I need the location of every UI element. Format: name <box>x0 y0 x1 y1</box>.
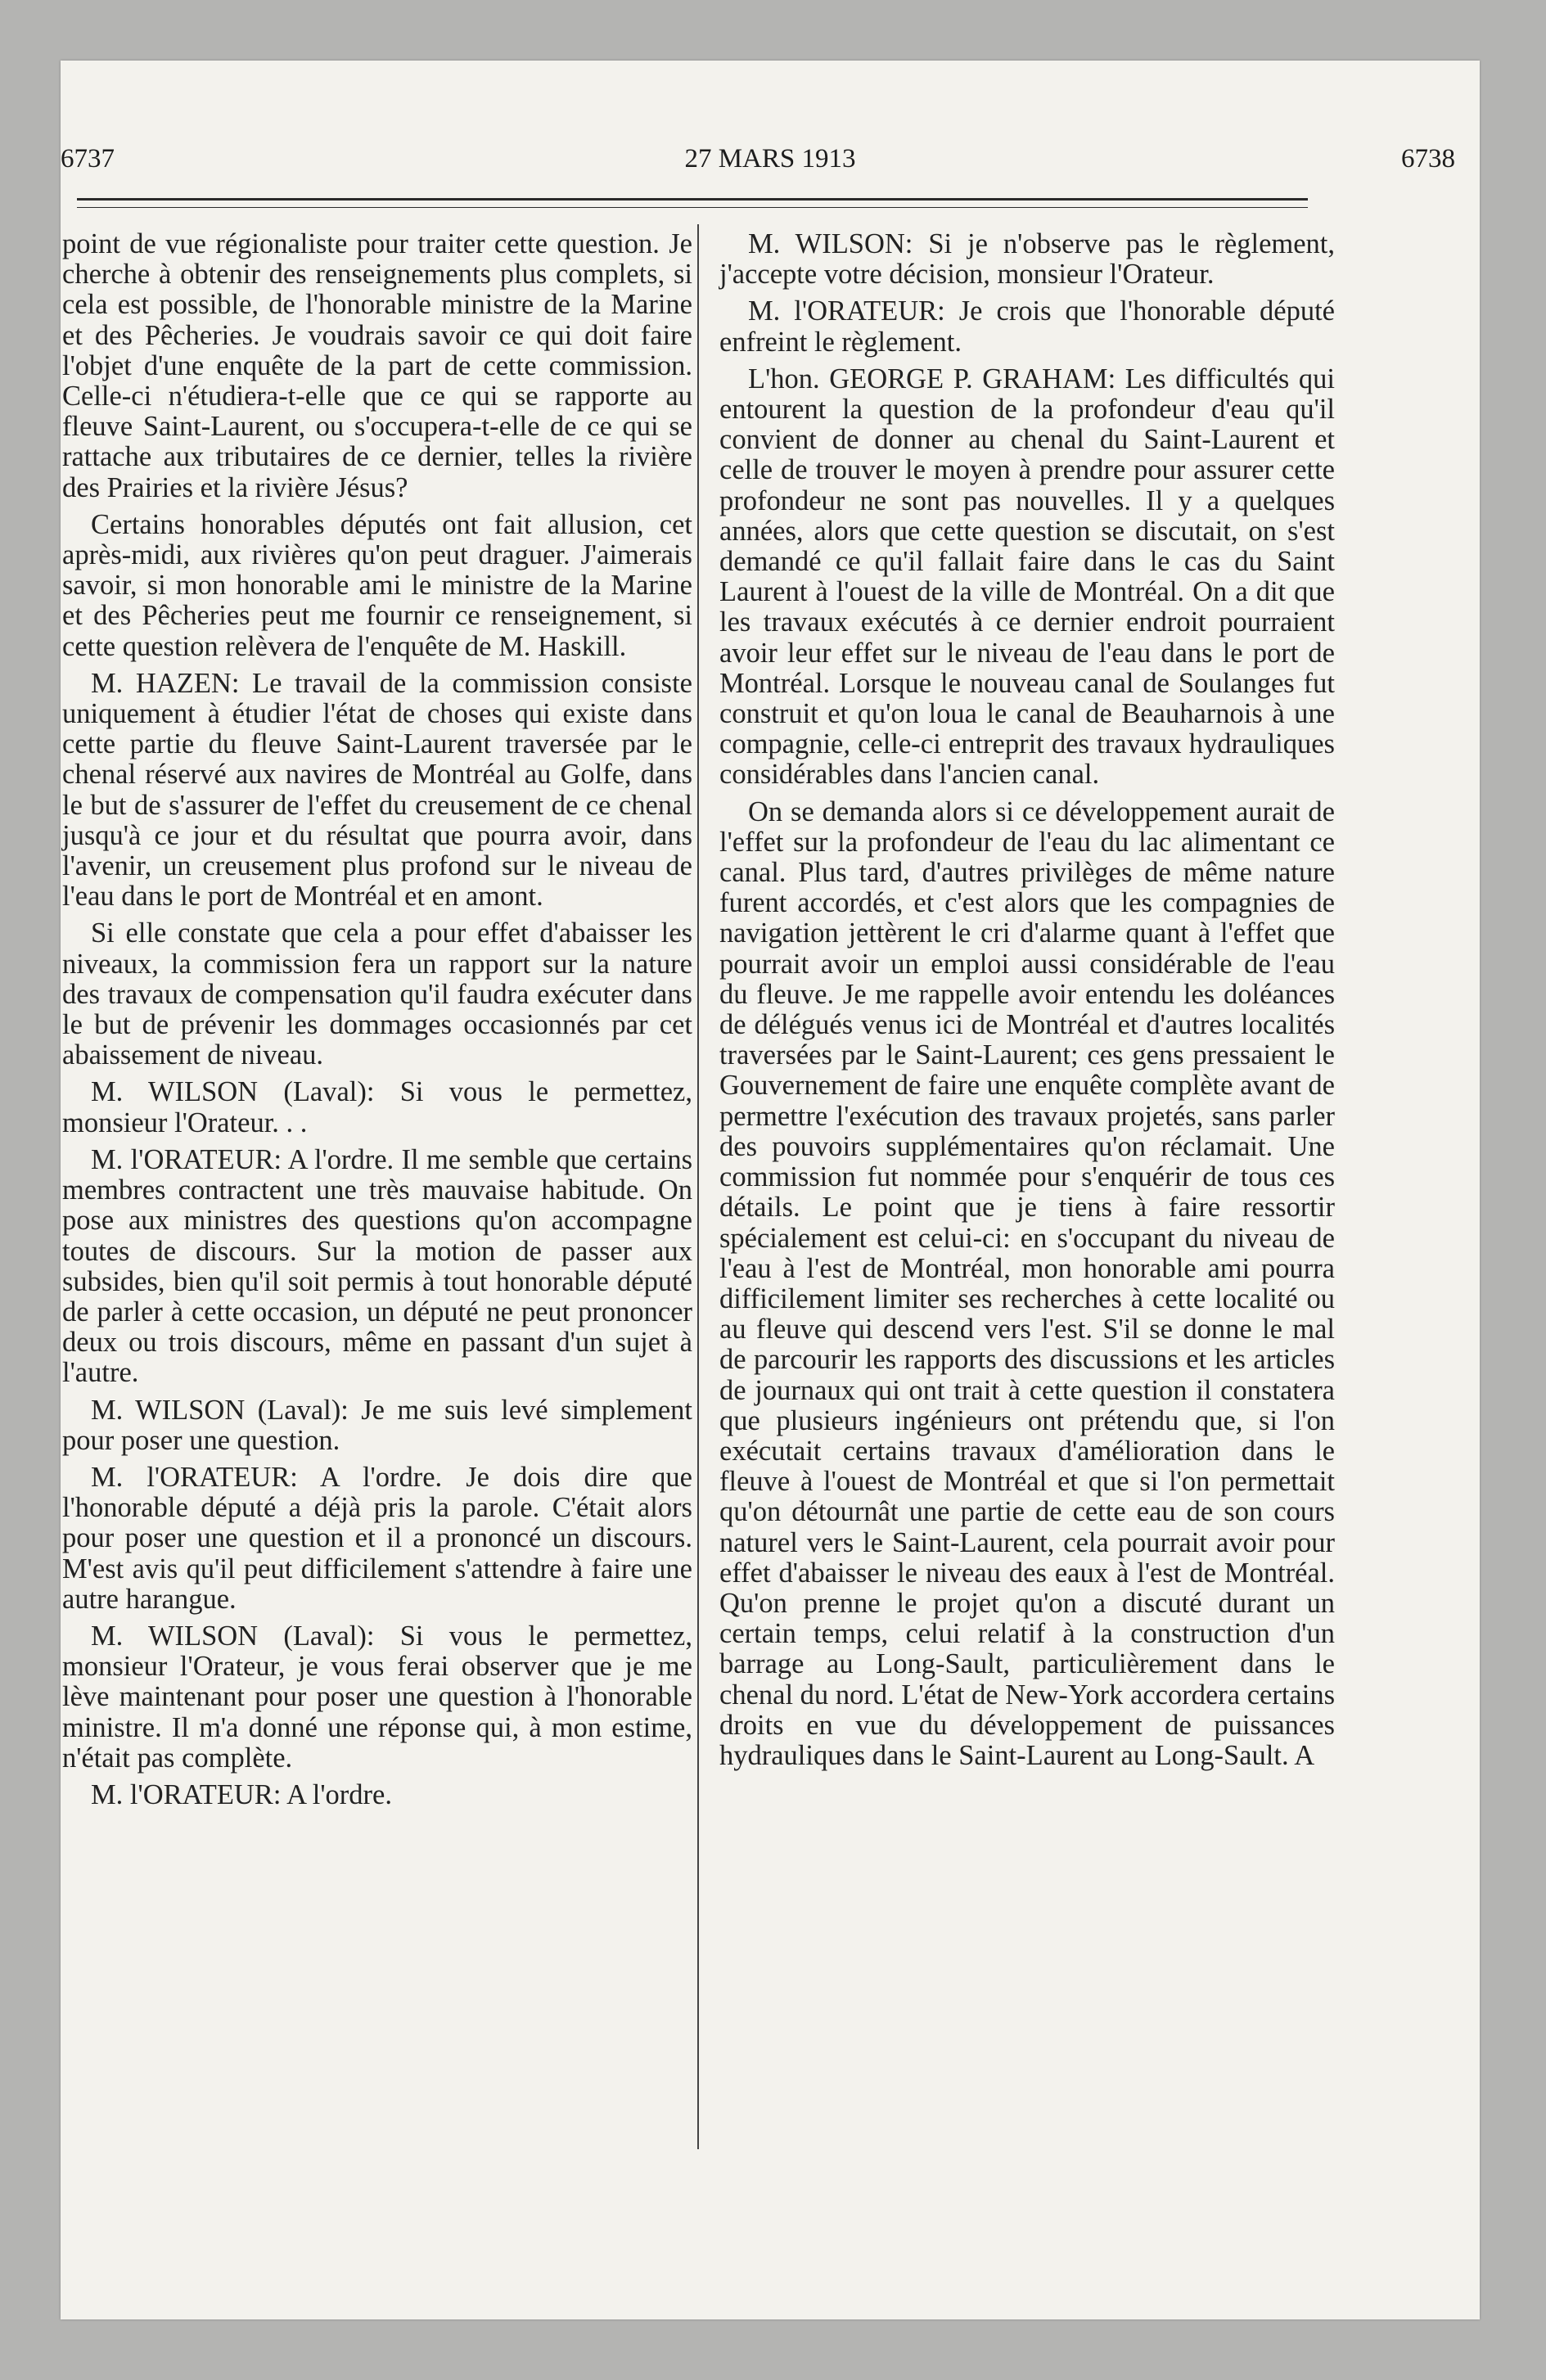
page-number-right: 6738 <box>1401 144 1455 174</box>
page-number-left: 6737 <box>61 144 115 174</box>
left-column <box>62 229 692 1817</box>
paragraph: Si elle constate que cela a pour effet d'abaisser les niveaux, la commission fera un rapport sur la nature des travaux de compensation qu'il faudra exécuter dans le but de prévenir les dommages occasionnés par cet abaissement de niveau. <box>62 917 692 1071</box>
paragraph: point de vue régionaliste pour traiter cette question. Je cherche à obtenir des renseignements plus complets, si cela est possible, de l'honorable ministre de la Marine et des Pêcheries. Je voudrais savoir ce qui doit faire l'objet d'une enquête de la part de cette commission. Celle-ci n'étudiera-t-elle que ce qui se rapporte au fleuve Saint-Laurent, ou s'occupera-t-elle de ce qui se rattache aux tributaires de ce dernier, telles la rivière des Prairies et la rivière Jésus? <box>62 228 692 503</box>
paragraph: M. WILSON (Laval): Si vous le permettez, monsieur l'Orateur. . . <box>62 1076 692 1138</box>
page-header <box>61 142 1480 183</box>
paragraph: M. l'ORATEUR: Je crois que l'honorable député enfreint le règlement. <box>719 295 1335 358</box>
paragraph: M. l'ORATEUR: A l'ordre. <box>91 1778 392 1810</box>
page-date: 27 MARS 1913 <box>684 144 856 174</box>
paragraph: Certains honorables députés ont fait allusion, cet après-midi, aux rivières qu'on peut draguer. J'aimerais savoir, si mon honorable ami le ministre de la Marine et des Pêcheries peut me fournir ce renseignement, si cette question relèvera de l'enquête de M. Haskill. <box>62 508 692 662</box>
header-rule-thin <box>77 207 1308 208</box>
paragraph: M. HAZEN: Le travail de la commission consiste uniquement à étudier l'état de choses qui existe dans cette partie du fleuve Saint-Laurent traversée par le chenal réservé aux navires de Montréal au Golfe, dans le but de s'assurer de l'effet du creusement de ce chenal jusqu'à ce jour et du résultat que pourra avoir, dans l'avenir, un creusement plus profond sur le niveau de l'eau dans le port de Montréal et en amont. <box>62 667 692 913</box>
column-divider <box>697 224 699 2149</box>
paragraph: M. l'ORATEUR: A l'ordre. Je dois dire que l'honorable député a déjà pris la parole. C'était alors pour poser une question et il a prononcé un discours. M'est avis qu'il peut difficilement s'attendre à faire une autre harangue. <box>62 1461 692 1615</box>
header-rule-thick <box>77 198 1308 201</box>
paragraph: M. WILSON (Laval): Je me suis levé simplement pour poser une question. <box>62 1394 692 1456</box>
paragraph: M. l'ORATEUR: A l'ordre. Il me semble que certains membres contractent une très mauvaise habitude. On pose aux ministres des questions qu'on accompagne toutes de discours. Sur la motion de passer aux subsides, bien qu'il soit permis à tout honorable député de parler à cette occasion, un député ne peut prononcer deux ou trois discours, même en passant d'un sujet à l'autre. <box>62 1143 692 1389</box>
document-page <box>61 61 1480 2319</box>
paragraph: M. WILSON: Si je n'observe pas le règlement, j'accepte votre décision, monsieur l'Orateur. <box>719 228 1335 291</box>
paragraph: L'hon. GEORGE P. GRAHAM: Les difficultés qui entourent la question de la profondeur d'eau qu'il convient de donner au chenal du Saint-Laurent et celle de trouver le moyen à prendre pour assurer cette profondeur ne sont pas nouvelles. Il y a quelques années, alors que cette question se discutait, on s'est demandé ce qu'il fallait faire dans le cas du Saint Laurent à l'ouest de la ville de Montréal. On a dit que les travaux exécutés à ce dernier endroit pourraient avoir leur effet sur le niveau de l'eau dans le port de Montréal. Lorsque le nouveau canal de Soulanges fut construit et qu'on loua le canal de Beauharnois à une compagnie, celle-ci entreprit des travaux hydrauliques considérables dans l'ancien canal. <box>719 363 1335 791</box>
right-column <box>719 229 1335 1778</box>
paragraph: M. WILSON (Laval): Si vous le permettez, monsieur l'Orateur, je vous ferai observer que je me lève maintenant pour poser une question à l'honorable ministre. Il m'a donné une réponse qui, à mon estime, n'était pas complète. <box>62 1620 692 1774</box>
paragraph: On se demanda alors si ce développement aurait de l'effet sur la profondeur de l'eau du lac alimentant ce canal. Plus tard, d'autres privilèges de même nature furent accordés, et c'est alors que les compagnies de navigation jettèrent le cri d'alarme quant à l'effet que pourrait avoir un emploi aussi considérable de l'eau du fleuve. Je me rappelle avoir entendu les doléances de délégués venus ici de Montréal et d'autres localités traversées par le Saint-Laurent; ces gens pressaient le Gouvernement de faire une enquête complète avant de permettre l'exécution des travaux projetés, sans parler des pouvoirs supplémentaires qu'on réclamait. Une commission fut nommée pour s'enquérir de tous ces détails. Le point que je tiens à faire ressortir spécialement est celui-ci: en s'occupant du niveau de l'eau à l'est de Montréal, mon honorable ami pourra difficilement limiter ses recherches à cette localité ou au fleuve qui descend vers l'est. S'il se donne le mal de parcourir les rapports des discussions et les articles de journaux qui ont trait à cette question il constatera que plusieurs ingénieurs ont prétendu que, si l'on exécutait certains travaux d'amélioration dans le fleuve à l'ouest de Montréal et que si l'on permettait qu'on détournât une partie de cette eau de son cours naturel vers le Saint-Laurent, cela pourrait avoir pour effet d'abaisser le niveau des eaux à l'est de Montréal. Qu'on prenne le projet qu'on a discuté durant un certain temps, celui relatif à la construction d'un barrage au Long-Sault, particulièrement dans le chenal du nord. L'état de New-York accordera certains droits en vue du développement de puissances hydrauliques dans le Saint-Laurent au Long-Sault. A <box>719 796 1335 1771</box>
